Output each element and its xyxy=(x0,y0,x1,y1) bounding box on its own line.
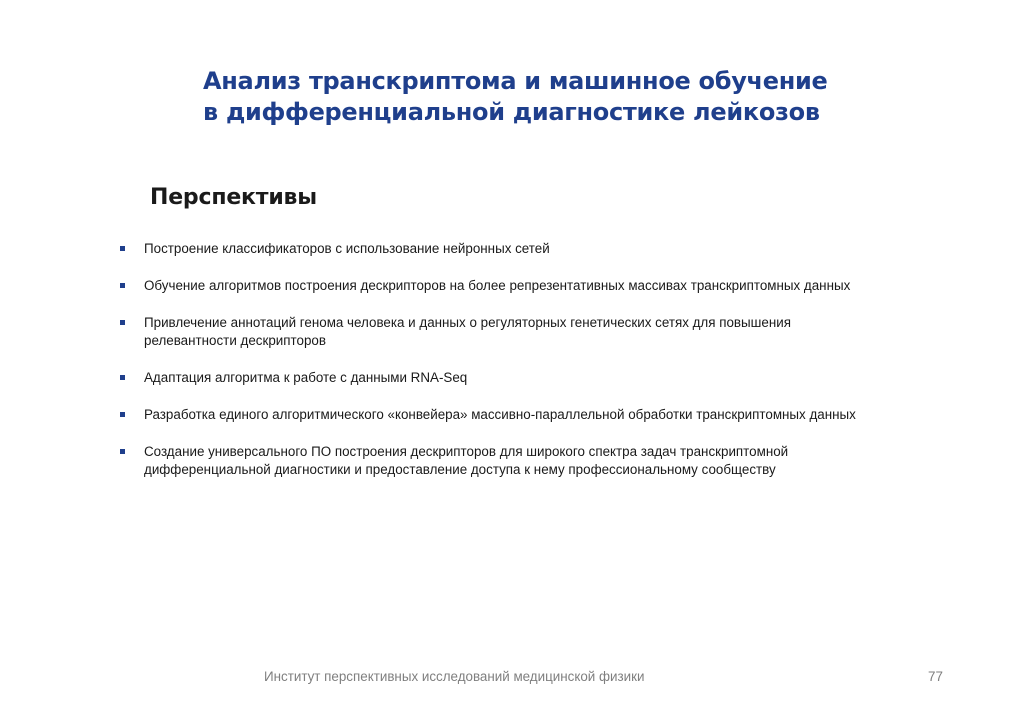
square-bullet-icon xyxy=(120,412,125,417)
bullet-item xyxy=(118,369,878,387)
square-bullet-icon xyxy=(120,283,125,288)
bullet-item xyxy=(118,277,878,295)
slide-title xyxy=(203,66,903,128)
section-heading: Перспективы xyxy=(150,185,317,210)
slide-title-line-1: Анализ транскриптома и машинное обучение xyxy=(203,67,828,95)
square-bullet-icon xyxy=(120,449,125,454)
bullet-list xyxy=(118,240,878,498)
bullet-text: Привлечение аннотаций генома человека и данных о регуляторных генетических сетях для повышения релевантности дескрипторов xyxy=(144,315,791,348)
slide-title-line-2: в дифференциальной диагностике лейкозов xyxy=(203,98,820,126)
bullet-text: Адаптация алгоритма к работе с данными RNA-Seq xyxy=(144,370,468,385)
square-bullet-icon xyxy=(120,320,125,325)
page-number: 77 xyxy=(928,669,943,684)
bullet-item xyxy=(118,443,878,479)
bullet-item xyxy=(118,240,878,258)
bullet-text: Разработка единого алгоритмического «конвейера» массивно-параллельной обработки транскриптомных данных xyxy=(144,407,856,422)
square-bullet-icon xyxy=(120,375,125,380)
bullet-text: Построение классификаторов с использование нейронных сетей xyxy=(144,241,550,256)
bullet-item xyxy=(118,406,878,424)
bullet-text: Создание универсального ПО построения дескрипторов для широкого спектра задач транскриптомной дифференциальной диагностики и предоставление доступа к нему профессиональному сообществу xyxy=(144,444,789,477)
square-bullet-icon xyxy=(120,246,125,251)
bullet-item xyxy=(118,314,878,350)
bullet-text: Обучение алгоритмов построения дескрипторов на более репрезентативных массивах транскриптомных данных xyxy=(144,278,851,293)
footer-institute: Институт перспективных исследований медицинской физики xyxy=(264,669,645,684)
